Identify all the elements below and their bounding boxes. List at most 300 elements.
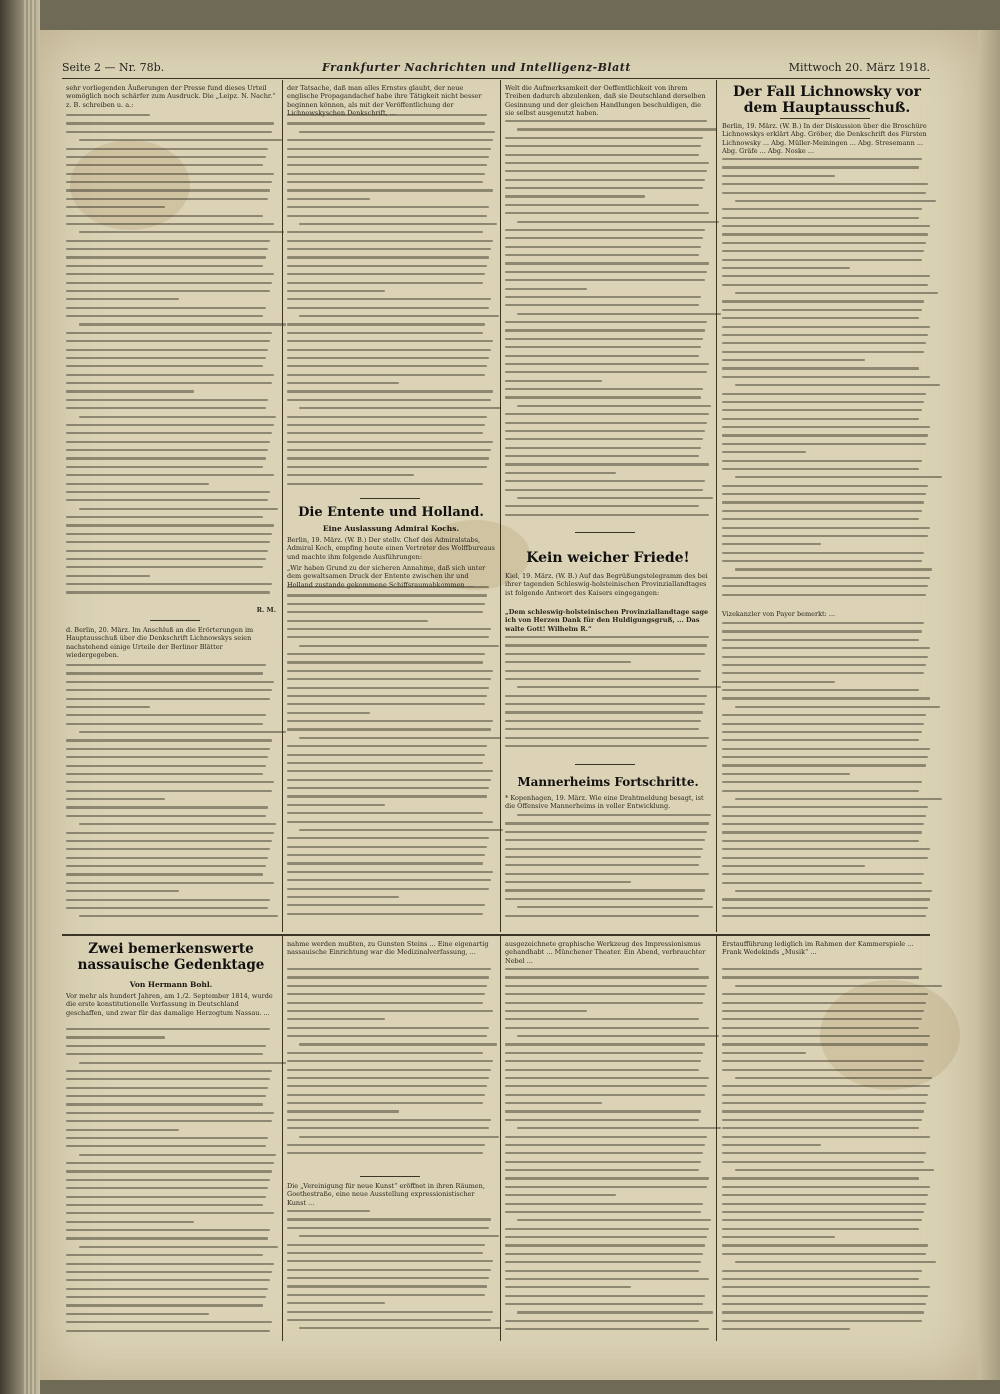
text-line bbox=[505, 271, 707, 273]
text-line bbox=[722, 418, 919, 420]
text-line bbox=[722, 1320, 922, 1322]
text-line bbox=[66, 1162, 274, 1164]
text-line bbox=[287, 1227, 489, 1229]
text-line bbox=[66, 1137, 268, 1139]
text-line bbox=[287, 215, 487, 217]
text-line bbox=[735, 384, 941, 386]
text-line bbox=[722, 1219, 922, 1221]
text-line bbox=[66, 1028, 270, 1030]
text-line bbox=[287, 114, 487, 116]
text-line bbox=[66, 1053, 263, 1055]
text-line bbox=[287, 787, 489, 789]
text-line bbox=[66, 1237, 268, 1239]
text-line bbox=[287, 206, 489, 208]
entente-holland-body bbox=[287, 586, 495, 930]
text-line bbox=[505, 1244, 705, 1246]
text-line bbox=[722, 907, 928, 909]
text-line bbox=[517, 686, 721, 688]
text-line bbox=[287, 231, 483, 233]
text-line bbox=[66, 282, 272, 284]
text-line bbox=[505, 489, 703, 491]
kiel-dateline: Kiel, 19. März. (W. B.) Auf das Begrüßungstelegramm des bei ihrer tagenden Schleswig-holsteinischen Provinziallandtages ist folgende Antwort des Kaisers eingegangen: bbox=[505, 572, 708, 597]
text-line bbox=[505, 413, 709, 415]
text-line bbox=[505, 993, 705, 995]
text-line bbox=[505, 422, 707, 424]
text-line bbox=[287, 628, 491, 630]
text-line bbox=[66, 550, 268, 552]
text-line bbox=[299, 1043, 497, 1045]
text-line bbox=[722, 1270, 922, 1272]
text-line bbox=[505, 1043, 705, 1045]
text-line bbox=[722, 1244, 928, 1246]
text-line bbox=[287, 1319, 491, 1321]
text-line bbox=[505, 363, 709, 365]
text-line bbox=[505, 463, 709, 465]
text-line bbox=[505, 288, 587, 290]
text-line bbox=[66, 1321, 272, 1323]
lower-col3-body bbox=[505, 968, 711, 1340]
text-line bbox=[505, 430, 705, 432]
text-line bbox=[287, 1294, 485, 1296]
text-line bbox=[722, 773, 850, 775]
text-line bbox=[722, 993, 928, 995]
text-line bbox=[66, 432, 272, 434]
text-line bbox=[66, 1196, 266, 1198]
text-line bbox=[517, 1311, 713, 1313]
text-line bbox=[287, 1218, 491, 1220]
text-line bbox=[66, 899, 270, 901]
text-line bbox=[66, 1313, 209, 1315]
text-line bbox=[79, 1154, 276, 1156]
text-line bbox=[722, 552, 924, 554]
text-line bbox=[505, 968, 699, 970]
text-line bbox=[505, 1161, 701, 1163]
lichnowsky-lead: Berlin, 19. März. (W. B.) In der Diskussion über die Broschüre Lichnowskys erklärt Abg. Gröber, die Denkschrift des Fürsten Lichnowsky ... Abg. Müller-Meiningen ... Abg. Stresemann ... Abg. Gräfe ... Abg. Noske ... bbox=[722, 122, 927, 156]
text-line bbox=[287, 365, 487, 367]
text-line bbox=[505, 1303, 703, 1305]
text-line bbox=[287, 181, 483, 183]
kaiser-telegram: „Dem schleswig-holsteinischen Provinziallandtage sage ich von Herzen Dank für den Huldigungsgruß, ... Das walte Gott! Wilhelm R.“ bbox=[505, 608, 709, 633]
text-line bbox=[722, 1144, 821, 1146]
text-line bbox=[287, 1269, 491, 1271]
text-line bbox=[722, 317, 919, 319]
col2-body bbox=[287, 114, 495, 494]
text-line bbox=[66, 815, 266, 817]
text-line bbox=[299, 407, 501, 409]
text-line bbox=[722, 764, 926, 766]
text-line bbox=[505, 262, 709, 264]
text-line bbox=[722, 460, 922, 462]
text-line bbox=[505, 396, 701, 398]
text-line bbox=[505, 1002, 703, 1004]
text-line bbox=[287, 968, 491, 970]
text-line bbox=[722, 493, 926, 495]
text-line bbox=[722, 543, 821, 545]
text-line bbox=[66, 483, 209, 485]
text-line bbox=[722, 527, 930, 529]
text-line bbox=[505, 1236, 707, 1238]
text-line bbox=[66, 273, 274, 275]
text-line bbox=[66, 248, 268, 250]
text-line bbox=[66, 907, 268, 909]
text-line bbox=[505, 514, 709, 516]
text-line bbox=[287, 904, 485, 906]
text-line bbox=[722, 790, 919, 792]
text-line bbox=[66, 790, 272, 792]
text-line bbox=[287, 349, 491, 351]
text-line bbox=[299, 1327, 501, 1329]
text-line bbox=[66, 773, 263, 775]
lower-col2-top: nahme werden mußten, zu Gunsten Steins ... Eine eigenartig nassauische Einrichtung war die Medizinalverfassung, ... bbox=[287, 940, 489, 957]
col1-reports bbox=[66, 664, 276, 930]
text-line bbox=[66, 882, 274, 884]
text-line bbox=[287, 594, 487, 596]
text-line bbox=[722, 175, 835, 177]
text-line bbox=[505, 137, 703, 139]
text-line bbox=[722, 309, 922, 311]
text-line bbox=[66, 1095, 266, 1097]
text-line bbox=[722, 656, 928, 658]
text-line bbox=[79, 508, 279, 510]
text-line bbox=[299, 223, 497, 225]
text-line bbox=[287, 1002, 483, 1004]
text-line bbox=[66, 1304, 263, 1306]
text-line bbox=[66, 798, 165, 800]
text-line bbox=[66, 748, 270, 750]
headline-rule bbox=[780, 118, 870, 119]
text-line bbox=[287, 1077, 489, 1079]
text-line bbox=[722, 756, 928, 758]
text-line bbox=[287, 611, 483, 613]
text-line bbox=[79, 1062, 287, 1064]
text-line bbox=[505, 728, 699, 730]
text-line bbox=[79, 915, 279, 917]
article-divider bbox=[150, 620, 200, 621]
text-line bbox=[505, 703, 705, 705]
text-line bbox=[287, 290, 385, 292]
facing-page-edge bbox=[978, 30, 1000, 1380]
text-line bbox=[722, 1060, 924, 1062]
text-line bbox=[505, 154, 699, 156]
kaiser-telegram-body bbox=[505, 636, 711, 756]
text-line bbox=[287, 198, 370, 200]
text-line bbox=[722, 831, 922, 833]
text-line bbox=[287, 1102, 483, 1104]
text-line bbox=[66, 765, 266, 767]
text-line bbox=[722, 1328, 850, 1330]
text-line bbox=[287, 804, 385, 806]
text-line bbox=[505, 254, 699, 256]
text-line bbox=[505, 873, 709, 875]
text-line bbox=[66, 857, 268, 859]
text-line bbox=[722, 840, 919, 842]
text-line bbox=[66, 474, 274, 476]
text-line bbox=[505, 179, 705, 181]
text-line bbox=[66, 516, 263, 518]
text-line bbox=[505, 120, 707, 122]
text-line bbox=[287, 307, 489, 309]
text-line bbox=[287, 770, 493, 772]
text-line bbox=[66, 1187, 268, 1189]
col1-intro: sehr vorliegenden Äußerungen der Presse fund dieses Urteil womöglich noch schärfer zum Ausdruck. Die „Leipz. N. Nachr.“ z. B. schreiben u. a.: bbox=[66, 84, 276, 109]
text-line bbox=[79, 731, 287, 733]
text-line bbox=[66, 890, 179, 892]
text-line bbox=[287, 332, 483, 334]
text-line bbox=[722, 585, 928, 587]
text-line bbox=[505, 1186, 707, 1188]
nassau-body bbox=[66, 1028, 276, 1340]
text-line bbox=[722, 451, 806, 453]
text-line bbox=[287, 457, 489, 459]
text-line bbox=[735, 890, 932, 892]
text-line bbox=[722, 806, 928, 808]
text-line bbox=[66, 206, 165, 208]
masthead: Frankfurter Nachrichten und Intelligenz-Blatt bbox=[322, 60, 631, 74]
text-line bbox=[505, 296, 701, 298]
text-line bbox=[722, 259, 922, 261]
text-line bbox=[299, 737, 501, 739]
text-line bbox=[722, 242, 926, 244]
text-line bbox=[66, 1112, 274, 1114]
text-line bbox=[287, 1127, 489, 1129]
text-line bbox=[66, 848, 270, 850]
text-line bbox=[722, 1295, 928, 1297]
text-line bbox=[722, 1094, 928, 1096]
text-line bbox=[735, 476, 943, 478]
text-line bbox=[722, 1194, 928, 1196]
text-line bbox=[722, 326, 930, 328]
text-line bbox=[722, 367, 919, 369]
text-line bbox=[287, 1085, 487, 1087]
text-line bbox=[722, 739, 919, 741]
mannerheim-body bbox=[505, 814, 711, 930]
text-line bbox=[287, 1010, 493, 1012]
text-line bbox=[287, 1252, 483, 1254]
text-line bbox=[722, 723, 924, 725]
text-line bbox=[722, 1136, 930, 1138]
text-line bbox=[79, 139, 283, 141]
entente-holland-subhead: Eine Auslassung Admiral Kochs. bbox=[322, 524, 460, 533]
lichnowsky-headline: Der Fall Lichnowsky vor dem Hauptausschuß. bbox=[733, 84, 921, 117]
text-line bbox=[287, 1027, 489, 1029]
text-line bbox=[722, 158, 922, 160]
text-line bbox=[505, 1010, 587, 1012]
text-line bbox=[505, 1110, 701, 1112]
text-line bbox=[722, 393, 926, 395]
text-line bbox=[505, 371, 707, 373]
text-line bbox=[66, 1103, 263, 1105]
text-line bbox=[722, 815, 926, 817]
text-line bbox=[722, 639, 919, 641]
text-line bbox=[722, 300, 924, 302]
text-line bbox=[722, 968, 922, 970]
col1-body bbox=[66, 114, 276, 604]
text-line bbox=[66, 1070, 272, 1072]
text-line bbox=[722, 1102, 926, 1104]
text-line bbox=[66, 1263, 274, 1265]
text-line bbox=[287, 1060, 493, 1062]
text-line bbox=[505, 246, 701, 248]
text-line bbox=[722, 501, 924, 503]
text-line bbox=[505, 204, 699, 206]
text-line bbox=[66, 1279, 270, 1281]
text-line bbox=[505, 229, 705, 231]
text-line bbox=[517, 1127, 721, 1129]
text-line bbox=[66, 365, 263, 367]
text-line bbox=[287, 636, 489, 638]
text-line bbox=[505, 480, 705, 482]
text-line bbox=[505, 1194, 616, 1196]
text-line bbox=[66, 723, 263, 725]
text-line bbox=[287, 441, 493, 443]
text-line bbox=[287, 728, 491, 730]
text-line bbox=[505, 985, 707, 987]
text-line bbox=[79, 231, 285, 233]
text-line bbox=[722, 1002, 926, 1004]
text-line bbox=[287, 1069, 491, 1071]
text-line bbox=[722, 426, 930, 428]
text-line bbox=[299, 1235, 499, 1237]
text-line bbox=[287, 483, 483, 485]
text-line bbox=[66, 575, 150, 577]
text-line bbox=[66, 449, 268, 451]
text-line bbox=[66, 681, 274, 683]
text-line bbox=[505, 661, 631, 663]
text-line bbox=[505, 1018, 699, 1020]
text-line bbox=[722, 781, 922, 783]
text-line bbox=[722, 334, 928, 336]
text-line bbox=[735, 1169, 935, 1171]
text-line bbox=[66, 315, 263, 317]
text-line bbox=[517, 497, 713, 499]
text-line bbox=[287, 1110, 399, 1112]
text-line bbox=[299, 315, 499, 317]
text-line bbox=[735, 985, 943, 987]
text-line bbox=[722, 915, 926, 917]
text-line bbox=[66, 1036, 165, 1038]
text-line bbox=[287, 1152, 483, 1154]
text-line bbox=[722, 1177, 919, 1179]
text-line bbox=[722, 697, 930, 699]
text-line bbox=[505, 720, 701, 722]
column-divider bbox=[282, 80, 283, 932]
text-line bbox=[505, 1228, 709, 1230]
text-line bbox=[505, 881, 631, 883]
lower-col3-top: ausgezeichnete graphische Werkzeug des Impressionismus gehandhabt ... Münchener Theater. Ein Abend, verbrauchter Nebel ... bbox=[505, 940, 706, 965]
text-line bbox=[505, 1052, 703, 1054]
issue-date: Mittwoch 20. März 1918. bbox=[788, 60, 930, 74]
text-line bbox=[66, 1221, 194, 1223]
column-divider bbox=[500, 936, 501, 1341]
text-line bbox=[505, 1261, 701, 1263]
text-line bbox=[722, 267, 850, 269]
text-line bbox=[505, 1320, 699, 1322]
text-line bbox=[287, 603, 485, 605]
text-line bbox=[66, 181, 272, 183]
text-line bbox=[505, 737, 709, 739]
text-line bbox=[66, 491, 270, 493]
page-header bbox=[62, 58, 930, 76]
text-line bbox=[299, 829, 503, 831]
text-line bbox=[505, 1069, 699, 1071]
text-line bbox=[505, 898, 703, 900]
text-line bbox=[66, 1271, 272, 1273]
text-line bbox=[722, 1203, 926, 1205]
text-line bbox=[66, 173, 274, 175]
text-line bbox=[505, 388, 703, 390]
text-line bbox=[505, 279, 705, 281]
text-line bbox=[722, 1052, 806, 1054]
text-line bbox=[505, 1027, 709, 1029]
text-line bbox=[66, 541, 270, 543]
text-line bbox=[287, 399, 491, 401]
text-line bbox=[517, 128, 717, 130]
text-line bbox=[505, 670, 701, 672]
text-line bbox=[505, 1328, 709, 1330]
text-line bbox=[287, 993, 485, 995]
text-line bbox=[722, 250, 924, 252]
text-line bbox=[735, 1077, 932, 1079]
lichnowsky-body bbox=[722, 158, 932, 608]
text-line bbox=[505, 304, 699, 306]
text-line bbox=[505, 1060, 701, 1062]
text-line bbox=[722, 485, 928, 487]
section-rule bbox=[62, 934, 930, 936]
text-line bbox=[722, 376, 930, 378]
text-line bbox=[66, 591, 270, 593]
text-line bbox=[287, 282, 483, 284]
text-line bbox=[722, 217, 919, 219]
text-line bbox=[505, 745, 707, 747]
text-line bbox=[722, 898, 930, 900]
text-line bbox=[287, 678, 491, 680]
text-line bbox=[287, 265, 487, 267]
text-line bbox=[66, 1296, 266, 1298]
text-line bbox=[66, 832, 274, 834]
text-line bbox=[287, 1018, 385, 1020]
text-line bbox=[722, 192, 926, 194]
text-line bbox=[505, 1169, 699, 1171]
text-line bbox=[287, 720, 493, 722]
text-line bbox=[505, 1295, 705, 1297]
text-line bbox=[722, 443, 926, 445]
text-line bbox=[66, 256, 266, 258]
text-line bbox=[66, 382, 272, 384]
text-line bbox=[287, 879, 491, 881]
text-line bbox=[66, 114, 150, 116]
text-line bbox=[287, 382, 399, 384]
text-line bbox=[722, 577, 930, 579]
text-line bbox=[66, 566, 263, 568]
text-line bbox=[287, 862, 483, 864]
text-line bbox=[505, 644, 707, 646]
text-line bbox=[722, 1127, 919, 1129]
text-line bbox=[287, 1260, 493, 1262]
text-line bbox=[722, 848, 930, 850]
text-line bbox=[287, 896, 399, 898]
text-line bbox=[722, 1253, 926, 1255]
text-line bbox=[505, 711, 703, 713]
col1-signature: R. M. bbox=[256, 606, 276, 614]
text-line bbox=[735, 1261, 937, 1263]
neue-kunst-paragraph: Die „Vereinigung für neue Kunst“ eröffnet in ihren Räumen, Goethestraße, eine neue Ausstellung expressionistischer Kunst ... bbox=[287, 1182, 485, 1207]
text-line bbox=[505, 1077, 709, 1079]
text-line bbox=[66, 1330, 270, 1332]
text-line bbox=[287, 1094, 485, 1096]
text-line bbox=[722, 1010, 924, 1012]
text-line bbox=[66, 698, 270, 700]
text-line bbox=[79, 1246, 279, 1248]
